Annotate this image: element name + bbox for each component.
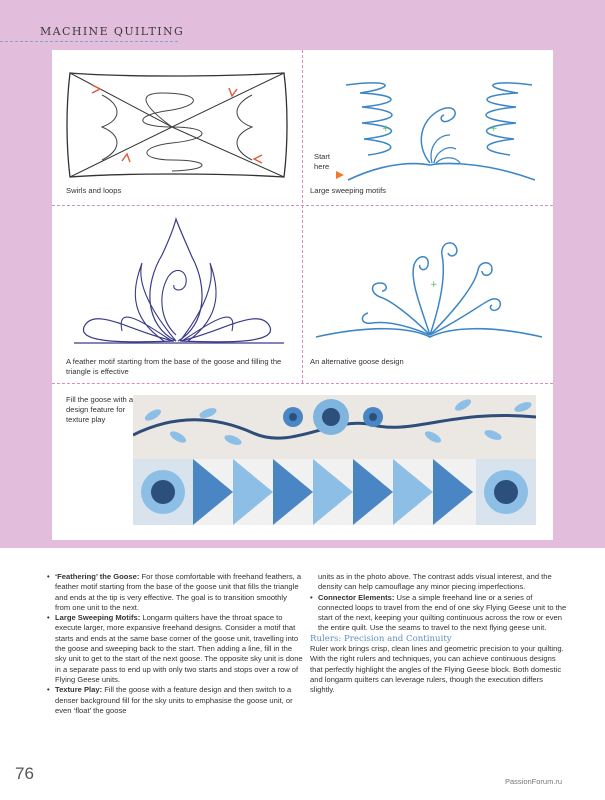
panel-divider-vertical: [302, 50, 303, 383]
caption-feather: A feather motif starting from the base of the goose and filling the triangle is effective: [66, 357, 282, 376]
rulers-text: Ruler work brings crisp, clean lines and geometric precision to your quilting. With the right rulers and techniques, you can achieve continuous designs that perfectly highlight the angles of the Flying Geese block. Both domestic and longarm quilters can leverage rulers, though the execution differs slightly.: [310, 644, 564, 695]
sweeping-motif-diagram: [310, 65, 548, 183]
quilt-illustration: [133, 395, 536, 525]
panel-divider-row-2: [52, 383, 553, 384]
caption-swirls: Swirls and loops: [66, 186, 122, 195]
section-title: MACHINE QUILTING: [40, 25, 185, 38]
quilt-photo: [133, 395, 536, 525]
panel-divider-row-1: [52, 205, 553, 206]
bullet-texture: • Texture Play: Fill the goose with a feature design and then switch to a denser background fill for the sky units to emphasise the goose unit, or even ‘float’ the goose: [47, 685, 304, 716]
start-here-label: Start here: [314, 152, 331, 171]
caption-sweeping: Large sweeping motifs: [310, 186, 386, 195]
swirls-and-loops-diagram: [62, 65, 292, 183]
bullet-sweeping: • Large Sweeping Motifs: Longarm quilters have the throat space to execute larger, more expansive freehand designs. Consider a motif that starts and ends at the same base corner of the goose unit, travelling into the goose and sweeping back to the start. Then adding a line, fill in the sky unit to get to the start of the next goose. The opposite sky unit is done in a separate pass to end up with only two starts and stops over a row of Flying Geese units.: [47, 613, 304, 685]
feather-motif-diagram: [64, 215, 294, 350]
body-column-right: [310, 572, 567, 696]
continuation-text: units as in the photo above. The contrast adds visual interest, and the density can help camouflage any minor piecing imperfections.: [318, 572, 552, 592]
svg-text:+: +: [430, 280, 438, 290]
caption-alt-goose: An alternative goose design: [310, 357, 404, 366]
section-title-rule: [0, 41, 178, 42]
alternative-goose-diagram: [310, 225, 548, 350]
body-column-left: [47, 572, 304, 716]
page-number: 76: [15, 764, 34, 783]
rulers-heading: Rulers: Precision and Continuity: [310, 633, 452, 644]
caption-texture: Fill the goose with a design feature for texture play: [66, 395, 134, 424]
svg-text:+: +: [382, 124, 390, 134]
bullet-feathering: • ‘Feathering’ the Goose: For those comfortable with freehand feathers, a feather motif starting from the base of the goose unit that fills the triangle and ends at the tip is very effective. The goal is to transition smoothly from one unit to the next.: [47, 572, 304, 613]
bullet-connector: • Connector Elements: Use a simple freehand line or a series of connected loops to travel from the end of one sky Flying Geese unit to the start of the next, keeping your quilting continuous across the row or even the entire quilt. Use the seams to travel to the next flying geese unit.: [310, 593, 567, 634]
svg-text:+: +: [490, 124, 498, 134]
watermark: PassionForum.ru: [505, 777, 563, 786]
